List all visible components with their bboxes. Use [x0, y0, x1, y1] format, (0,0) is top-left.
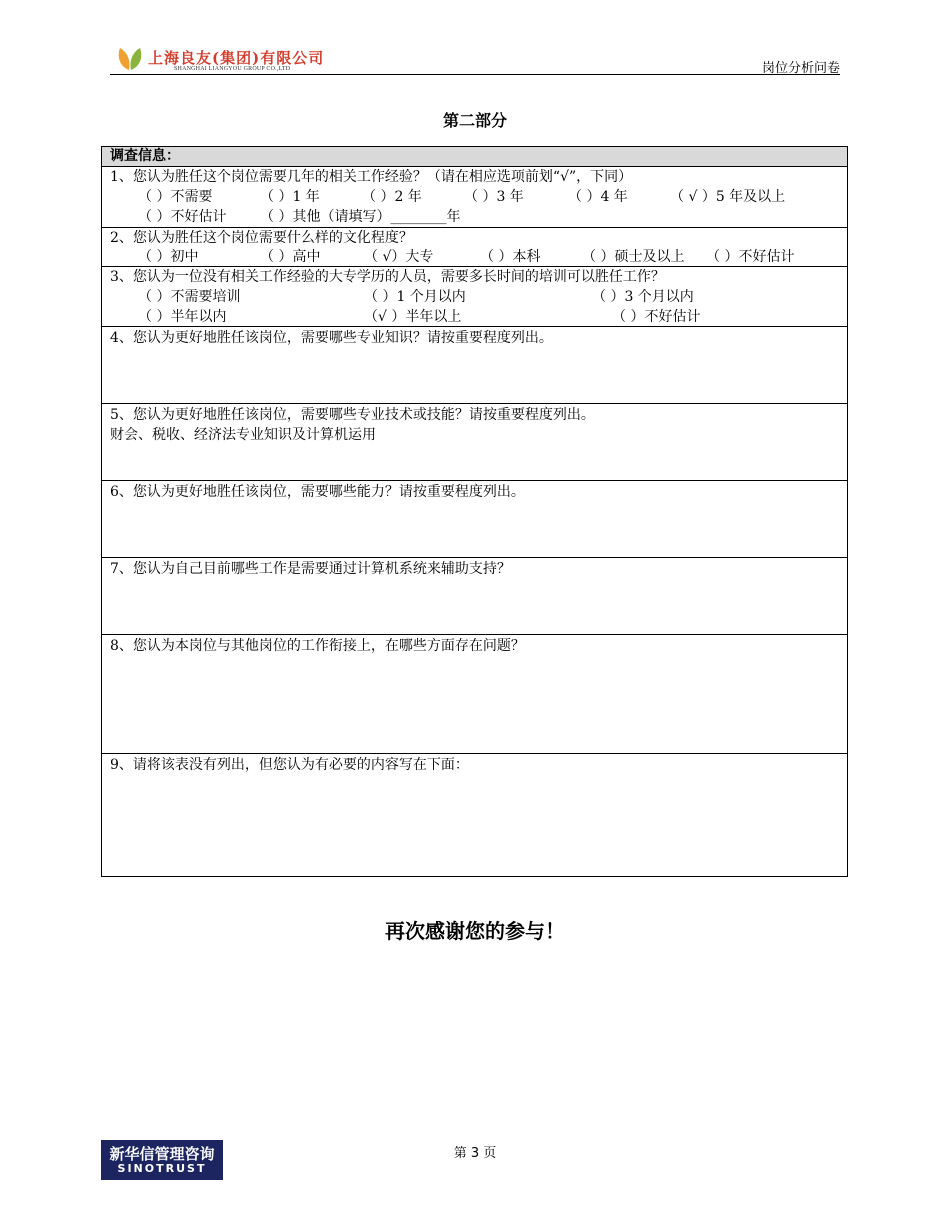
- survey-heading: 调查信息：: [110, 148, 180, 164]
- q3-option-1-month[interactable]: （ ）1 个月以内: [364, 289, 466, 305]
- document-title: 岗位分析问卷: [761, 61, 840, 76]
- q1-option-other[interactable]: （ ）其他（请填写）________年: [260, 209, 461, 225]
- question-3-row: [102, 267, 847, 327]
- q1-option-4yr[interactable]: （ ）4 年: [568, 189, 628, 205]
- question-2-text: 2、您认为胜任这个岗位需要什么样的文化程度？: [110, 230, 413, 246]
- question-4-text: 4、您认为更好地胜任该岗位，需要哪些专业知识？请按重要程度列出。: [110, 330, 553, 346]
- question-7-row: [102, 558, 847, 635]
- question-6-text: 6、您认为更好地胜任该岗位，需要哪些能力？请按重要程度列出。: [110, 484, 525, 500]
- q1-option-2yr[interactable]: （ ）2 年: [362, 189, 422, 205]
- q3-option-half-year[interactable]: （ ）半年以内: [138, 309, 227, 325]
- q1-option-none[interactable]: （ ）不需要: [138, 189, 213, 205]
- q3-option-no-training[interactable]: （ ）不需要培训: [138, 289, 241, 305]
- question-7-text: 7、您认为自己目前哪些工作是需要通过计算机系统来辅助支持？: [110, 561, 511, 577]
- q2-option-high-school[interactable]: （ ）高中: [260, 249, 321, 265]
- question-1-text: 1、您认为胜任这个岗位需要几年的相关工作经验？（请在相应选项前划“√”，下同）: [110, 169, 633, 185]
- survey-heading-row: [102, 147, 847, 167]
- question-9-text: 9、请将该表没有列出，但您认为有必要的内容写在下面：: [110, 757, 469, 773]
- q2-option-master-plus[interactable]: （ ）硕士及以上: [582, 249, 685, 265]
- q1-option-unknown[interactable]: （ ）不好估计: [138, 209, 227, 225]
- leaf-logo-icon: [115, 44, 145, 72]
- company-name-cn: 上海良友(集团)有限公司: [148, 49, 325, 67]
- question-8-row: [102, 635, 847, 754]
- header-divider: [110, 74, 840, 75]
- question-5-row: [102, 404, 847, 481]
- q2-option-bachelor[interactable]: （ ）本科: [480, 249, 541, 265]
- question-4-row: [102, 327, 847, 404]
- question-6-row: [102, 481, 847, 558]
- thank-you-message: 再次感谢您的参与！: [385, 919, 565, 943]
- question-5-text: 5、您认为更好地胜任该岗位，需要哪些专业技术或技能？请按重要程度列出。: [110, 407, 595, 423]
- q3-option-3-months[interactable]: （ ）3 个月以内: [592, 289, 694, 305]
- footer-logo-cn: 新华信管理咨询: [109, 1145, 215, 1163]
- question-2-row: [102, 228, 847, 267]
- q2-option-unknown[interactable]: （ ）不好估计: [706, 249, 795, 265]
- question-8-text: 8、您认为本岗位与其他岗位的工作衔接上，在哪些方面存在问题？: [110, 638, 525, 654]
- q2-option-college[interactable]: （ √）大专: [364, 249, 434, 265]
- survey-table: [101, 146, 848, 877]
- section-title: 第二部分: [442, 111, 507, 130]
- q3-option-over-half-year[interactable]: （√ ）半年以上: [364, 309, 462, 325]
- footer-logo-en: SINOTRUST: [117, 1162, 207, 1175]
- q3-option-unknown[interactable]: （ ）不好估计: [612, 309, 701, 325]
- q2-option-junior-high[interactable]: （ ）初中: [138, 249, 199, 265]
- page-number: 第 3 页: [453, 1146, 497, 1161]
- company-name-en: SHANGHAI LIANGYOU GROUP CO.,LTD: [174, 66, 291, 72]
- q1-option-5yr-plus[interactable]: （ √ ）5 年及以上: [670, 189, 786, 205]
- q1-option-1yr[interactable]: （ ）1 年: [260, 189, 320, 205]
- q1-option-3yr[interactable]: （ ）3 年: [464, 189, 524, 205]
- question-9-row: [102, 754, 847, 876]
- question-5-answer: 财会、税收、经济法专业知识及计算机运用: [110, 427, 376, 443]
- question-3-text: 3、您认为一位没有相关工作经验的大专学历的人员，需要多长时间的培训可以胜任工作？: [110, 269, 665, 285]
- question-1-row: [102, 167, 847, 228]
